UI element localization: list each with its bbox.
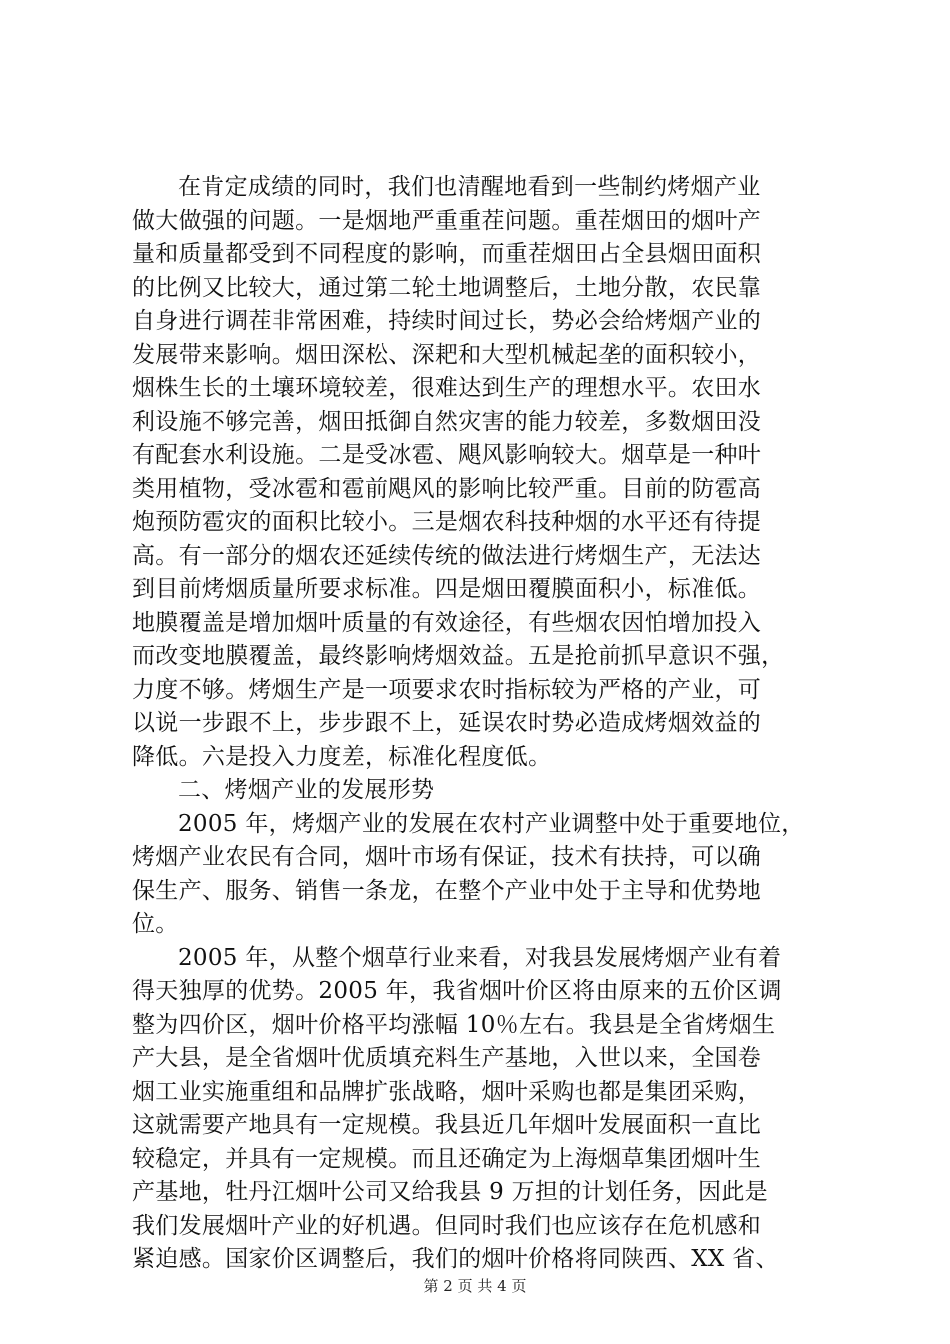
text-line: 烤烟产业农民有合同，烟叶市场有保证，技术有扶持，可以确 (132, 844, 762, 870)
text-line: 2005 年，烤烟产业的发展在农村产业调整中处于重要地位， (178, 810, 805, 837)
text-line: 到目前烤烟质量所要求标准。四是烟田覆膜面积小，标准低。 (132, 576, 762, 602)
text-line: 位。 (132, 911, 179, 937)
text-line: 炮预防雹灾的面积比较小。三是烟农科技种烟的水平还有待提 (132, 509, 762, 535)
text-line: 降低。六是投入力度差，标准化程度低。 (132, 743, 552, 770)
text-line: 力度不够。烤烟生产是一项要求农时指标较为严格的产业，可 (132, 676, 762, 703)
text-line: 的比例又比较大，通过第二轮土地调整后，土地分散，农民靠 (132, 274, 762, 301)
text-line: 自身进行调茬非常困难，持续时间过长，势必会给烤烟产业的 (132, 308, 762, 334)
text-line: 高。有一部分的烟农还延续传统的做法进行烤烟生产，无法达 (132, 542, 762, 569)
text-line: 利设施不够完善，烟田抵御自然灾害的能力较差，多数烟田没 (132, 408, 762, 435)
text-line: 较稳定，并具有一定规模。而且还确定为上海烟草集团烟叶生 (132, 1145, 762, 1172)
text-line: 我们发展烟叶产业的好机遇。但同时我们也应该存在危机感和 (132, 1212, 762, 1239)
text-line: 量和质量都受到不同程度的影响，而重茬烟田占全县烟田面积 (132, 241, 762, 267)
section-heading-text: 二、烤烟产业的发展形势 (178, 777, 435, 803)
text-line: 有配套水利设施。二是受冰雹、飓风影响较大。烟草是一种叶 (132, 442, 762, 468)
text-line: 保生产、服务、销售一条龙，在整个产业中处于主导和优势地 (132, 877, 762, 904)
document-body (132, 171, 832, 1277)
text-line: 在肯定成绩的同时，我们也清醒地看到一些制约烤烟产业 (178, 174, 761, 200)
text-line: 烟株生长的土壤环境较差，很难达到生产的理想水平。农田水 (132, 375, 762, 401)
paragraph-2005-status (132, 808, 832, 942)
paragraph-industry-advantage (132, 942, 832, 1277)
text-line: 烟工业实施重组和品牌扩张战略，烟叶采购也都是集团采购， (132, 1078, 762, 1105)
text-line: 紧迫感。国家价区调整后，我们的烟叶价格将同陕西、XX 省、 (132, 1246, 779, 1272)
section-heading (132, 774, 832, 808)
text-line: 以说一步跟不上，步步跟不上，延误农时势必造成烤烟效益的 (132, 710, 762, 736)
text-line: 产基地，牡丹江烟叶公司又给我县 9 万担的计划任务，因此是 (132, 1179, 768, 1205)
text-line: 地膜覆盖是增加烟叶质量的有效途径，有些烟农因怕增加投入 (132, 609, 762, 636)
text-line: 得天独厚的优势。2005 年，我省烟叶价区将由原来的五价区调 (132, 978, 782, 1004)
text-line: 类用植物，受冰雹和雹前飓风的影响比较严重。目前的防雹高 (132, 475, 762, 502)
text-line: 发展带来影响。烟田深松、深耙和大型机械起垄的面积较小， (132, 341, 762, 368)
text-line: 整为四价区，烟叶价格平均涨幅 10％左右。我县是全省烤烟生 (132, 1011, 776, 1038)
paragraph-problems (132, 171, 832, 774)
text-line: 2005 年，从整个烟草行业来看，对我县发展烤烟产业有着 (178, 944, 782, 971)
text-line: 而改变地膜覆盖，最终影响烤烟效益。五是抢前抓早意识不强， (132, 643, 785, 669)
text-line: 产大县，是全省烟叶优质填充料生产基地，入世以来，全国卷 (132, 1045, 762, 1071)
text-line: 做大做强的问题。一是烟地严重重茬问题。重茬烟田的烟叶产 (132, 207, 762, 234)
page-footer (0, 1276, 950, 1296)
page-number: 第 2 页 共 4 页 (423, 1277, 527, 1295)
text-line: 这就需要产地具有一定规模。我县近几年烟叶发展面积一直比 (132, 1112, 762, 1138)
